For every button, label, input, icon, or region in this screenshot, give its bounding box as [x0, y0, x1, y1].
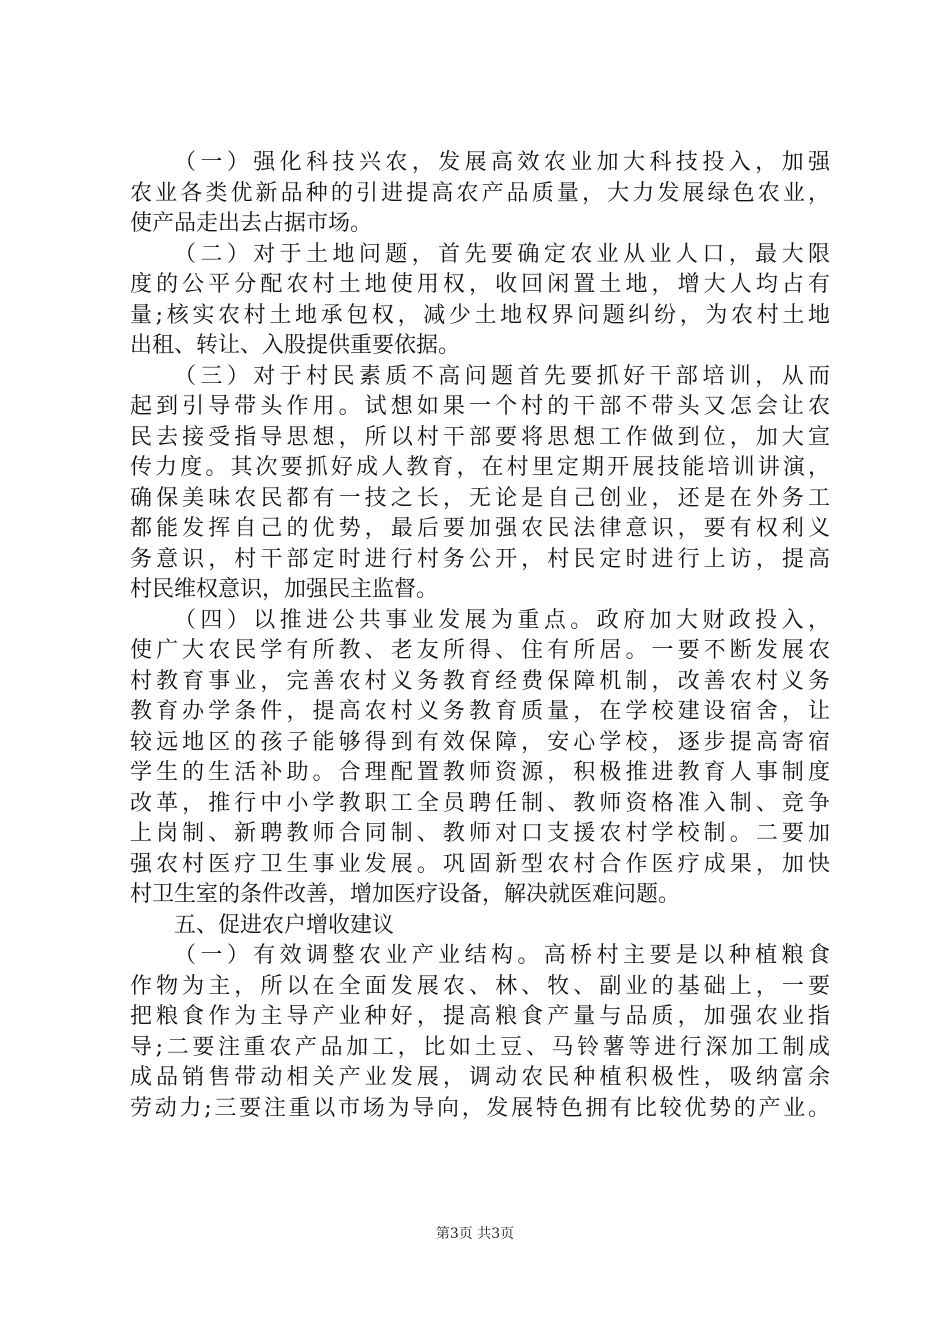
text-line: 起到引导带头作用。试想如果一个村的干部不带头又怎会让农 — [130, 394, 830, 419]
text-line: 务意识，村干部定时进行村务公开，村民定时进行上访，提高 — [130, 546, 830, 572]
text-line: （一）有效调整农业产业结构。高桥村主要是以种植粮食 — [174, 943, 830, 968]
text-line: 强农村医疗卫生事业发展。巩固新型农村合作医疗成果，加快 — [130, 851, 830, 877]
text-line: 作物为主，所以在全面发展农、林、牧、副业的基础上，一要 — [130, 973, 830, 999]
text-line: 使广大农民学有所教、老友所得、住有所居。一要不断发展农 — [130, 638, 830, 663]
page-number-label: 第3页 共3页 — [435, 1226, 515, 1242]
text-line: 把粮食作为主导产业种好，提高粮食产量与品质，加强农业指 — [130, 1004, 830, 1029]
text-line: 出租、转让、入股提供重要依据。 — [130, 333, 461, 358]
text-line: 导;二要注重农产品加工，比如土豆、马铃薯等进行深加工制成 — [130, 1034, 830, 1060]
text-line: 都能发挥自己的优势，最后要加强农民法律意识，要有权利义 — [130, 516, 830, 541]
text-line: （一）强化科技兴农，发展高效农业加大科技投入，加强 — [174, 150, 830, 175]
text-line: 五、促进农户增收建议 — [174, 912, 395, 938]
text-line: 村卫生室的条件改善，增加医疗设备，解决就医难问题。 — [130, 882, 681, 907]
text-line: 教育办学条件，提高农村义务教育质量，在学校建设宿舍，让 — [130, 699, 830, 724]
text-line: 较远地区的孩子能够得到有效保障，安心学校，逐步提高寄宿 — [130, 729, 830, 755]
document-body — [130, 148, 830, 1124]
text-line: 传力度。其次要抓好成人教育，在村里定期开展技能培训讲演， — [130, 455, 830, 480]
text-line: （三）对于村民素质不高问题首先要抓好干部培训，从而 — [174, 363, 830, 389]
text-line: 民去接受指导思想，所以村干部要将思想工作做到位，加大宣 — [130, 424, 830, 450]
text-line: 改革，推行中小学教职工全员聘任制、教师资格准入制、竞争 — [130, 790, 830, 816]
text-line: 量;核实农村土地承包权，减少土地权界问题纠纷，为农村土地 — [130, 302, 830, 328]
text-line: 劳动力;三要注重以市场为导向，发展特色拥有比较优势的产业。 — [130, 1095, 830, 1121]
text-line: 成品销售带动相关产业发展，调动农民种植积极性，吸纳富余 — [130, 1065, 830, 1090]
text-line: 学生的生活补助。合理配置教师资源，积极推进教育人事制度 — [130, 760, 830, 785]
text-line: 度的公平分配农村土地使用权，收回闲置土地，增大人均占有 — [130, 272, 830, 297]
text-line: 村教育事业，完善农村义务教育经费保障机制，改善农村义务 — [130, 668, 830, 694]
page-footer — [0, 1223, 950, 1243]
text-line: 农业各类优新品种的引进提高农产品质量，大力发展绿色农业， — [130, 180, 830, 206]
text-line: （二）对于土地问题，首先要确定农业从业人口，最大限 — [174, 241, 830, 267]
text-line: 确保美味农民都有一技之长，无论是自己创业，还是在外务工 — [130, 485, 830, 511]
text-line: 使产品走出去占据市场。 — [130, 211, 373, 236]
text-line: （四）以推进公共事业发展为重点。政府加大财政投入， — [174, 607, 830, 633]
text-line: 村民维权意识，加强民主监督。 — [130, 577, 439, 602]
text-line: 上岗制、新聘教师合同制、教师对口支援农村学校制。二要加 — [130, 821, 830, 846]
